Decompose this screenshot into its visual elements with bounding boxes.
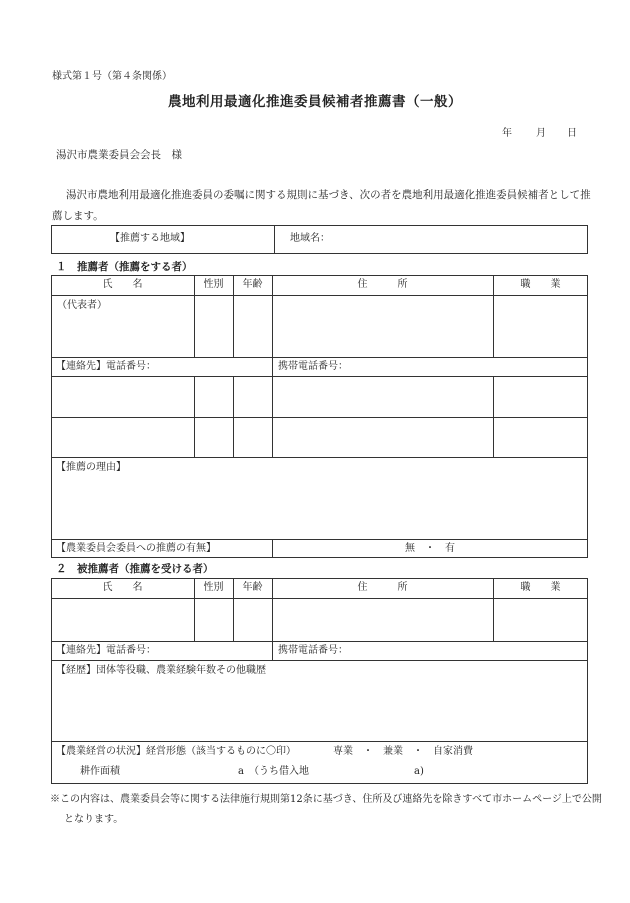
col-age-header: 年齢 (242, 279, 263, 290)
col-address-header: 住 所 (357, 279, 408, 290)
recommend-question: 【農業委員会委員への推薦の有無】 (56, 543, 216, 554)
section1-heading: １ 推薦者（推薦をする者） (56, 261, 193, 273)
nominee-mobile-field[interactable]: 携帯電話番号： (278, 645, 348, 656)
area-label: 耕作面積 (80, 766, 120, 777)
col-name-header: 氏 名 (102, 279, 143, 290)
date-year-label: 年 (502, 128, 512, 139)
reason-label: 【推薦の理由】 (56, 462, 126, 473)
region-name-field[interactable]: 地域名： (290, 233, 330, 244)
area-unit-label: a （うち借入地 (238, 766, 309, 777)
col-gender-header: 性別 (203, 279, 224, 290)
recommender-mobile-field[interactable]: 携帯電話番号： (278, 361, 348, 372)
intro-paragraph: 湯沢市農地利用最適化推進委員の委嘱に関する規則に基づき、次の者を農地利用最適化推進委員候補者として推薦します。 (52, 189, 591, 222)
nominee-col-address-header: 住 所 (357, 582, 408, 593)
disclosure-note: ※この内容は、農業委員会等に関する法律施行規則第12条に基づき、住所及び連絡先を除きすべて市ホームページ上で公開となります。 (50, 794, 602, 825)
addressee: 湯沢市農業委員会会長 様 (56, 149, 182, 161)
career-label: 【経歴】団体等役職、農業経験年数その他職歴 (56, 665, 266, 676)
region-label: 【推薦する地域】 (110, 233, 190, 244)
farm-status-label: 【農業経営の状況】経営形態（該当するものに〇印） (56, 746, 296, 757)
recommend-answer[interactable]: 無 ・ 有 (405, 543, 455, 554)
nominee-phone-field[interactable]: 【連絡先】電話番号： (56, 645, 156, 656)
date-month-label: 月 (536, 128, 546, 139)
nominee-col-age-header: 年齢 (242, 582, 263, 593)
date-day-label: 日 (567, 128, 577, 139)
form-number-label: 様式第１号（第４条関係） (52, 71, 172, 82)
page-title: 農地利用最適化推進委員候補者推薦書（一般） (168, 94, 462, 110)
farm-type-options[interactable]: 専業 ・ 兼業 ・ 自家消費 (333, 746, 473, 757)
representative-label: （代表者） (57, 300, 107, 311)
section2-heading: ２ 被推薦者（推薦を受ける者） (56, 563, 214, 575)
nominee-col-gender-header: 性別 (203, 582, 224, 593)
col-occupation-header: 職 業 (520, 279, 561, 290)
area-close-label: a) (414, 766, 424, 777)
nominee-col-occupation-header: 職 業 (520, 582, 561, 593)
nominee-col-name-header: 氏 名 (102, 582, 143, 593)
recommender-phone-field[interactable]: 【連絡先】電話番号： (56, 361, 156, 372)
